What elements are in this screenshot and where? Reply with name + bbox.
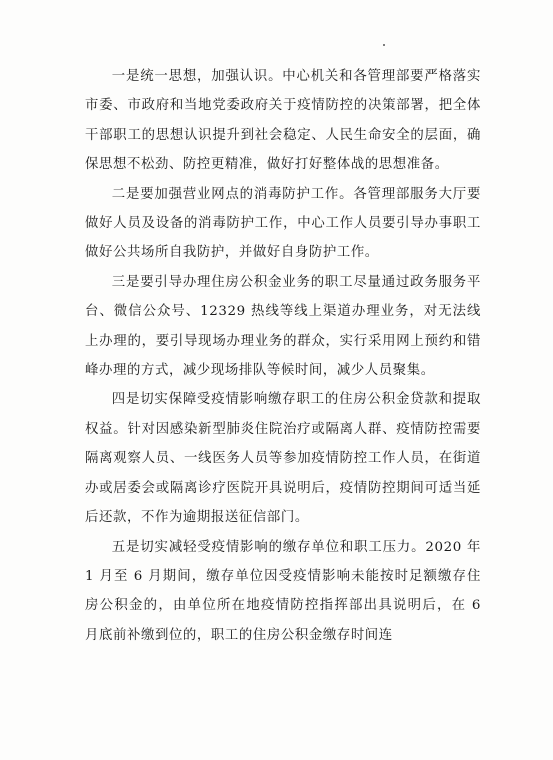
paragraph-3: 三是要引导办理住房公积金业务的职工尽量通过政务服务平台、微信公众号、12329 热线等线上渠道办理业务，对无法线上办理的，要引导现场办理业务的群众，实行采用网上预约和错峰办理的方式，减少现场排队等候时间，减少人员聚集。 bbox=[85, 274, 481, 379]
scan-speck bbox=[383, 44, 385, 46]
paragraph-4: 四是切实保障受疫情影响缴存职工的住房公积金贷款和提取权益。针对因感染新型肺炎住院治疗或隔离人群、疫情防控需要隔离观察人员、一线医务人员等参加疫情防控工作人员，在街道办或居委会或隔离诊疗医院开具说明后，疫情防控期间可适当延后还款，不作为逾期报送征信部门。 bbox=[85, 392, 481, 526]
paragraph-5: 五是切实减轻受疫情影响的缴存单位和职工压力。2020 年 1 月至 6 月期间，缴存单位因受疫情影响未能按时足额缴存住房公积金的，由单位所在地疫情防控指挥部出具说明后，在 6 月底前补缴到位的，职工的住房公积金缴存时间连 bbox=[85, 539, 481, 643]
paragraph-1: 一是统一思想，加强认识。中心机关和各管理部要严格落实市委、市政府和当地党委政府关于疫情防控的决策部署，把全体干部职工的思想认识提升到社会稳定、人民生命安全的层面，确保思想不松劲、防控更精准，做好打好整体战的思想准备。 bbox=[85, 69, 481, 173]
document-body bbox=[85, 62, 481, 650]
paragraph-2: 二是要加强营业网点的消毒防护工作。各管理部服务大厅要做好人员及设备的消毒防护工作，中心工作人员要引导办事职工做好公共场所自我防护，并做好自身防护工作。 bbox=[85, 186, 481, 261]
